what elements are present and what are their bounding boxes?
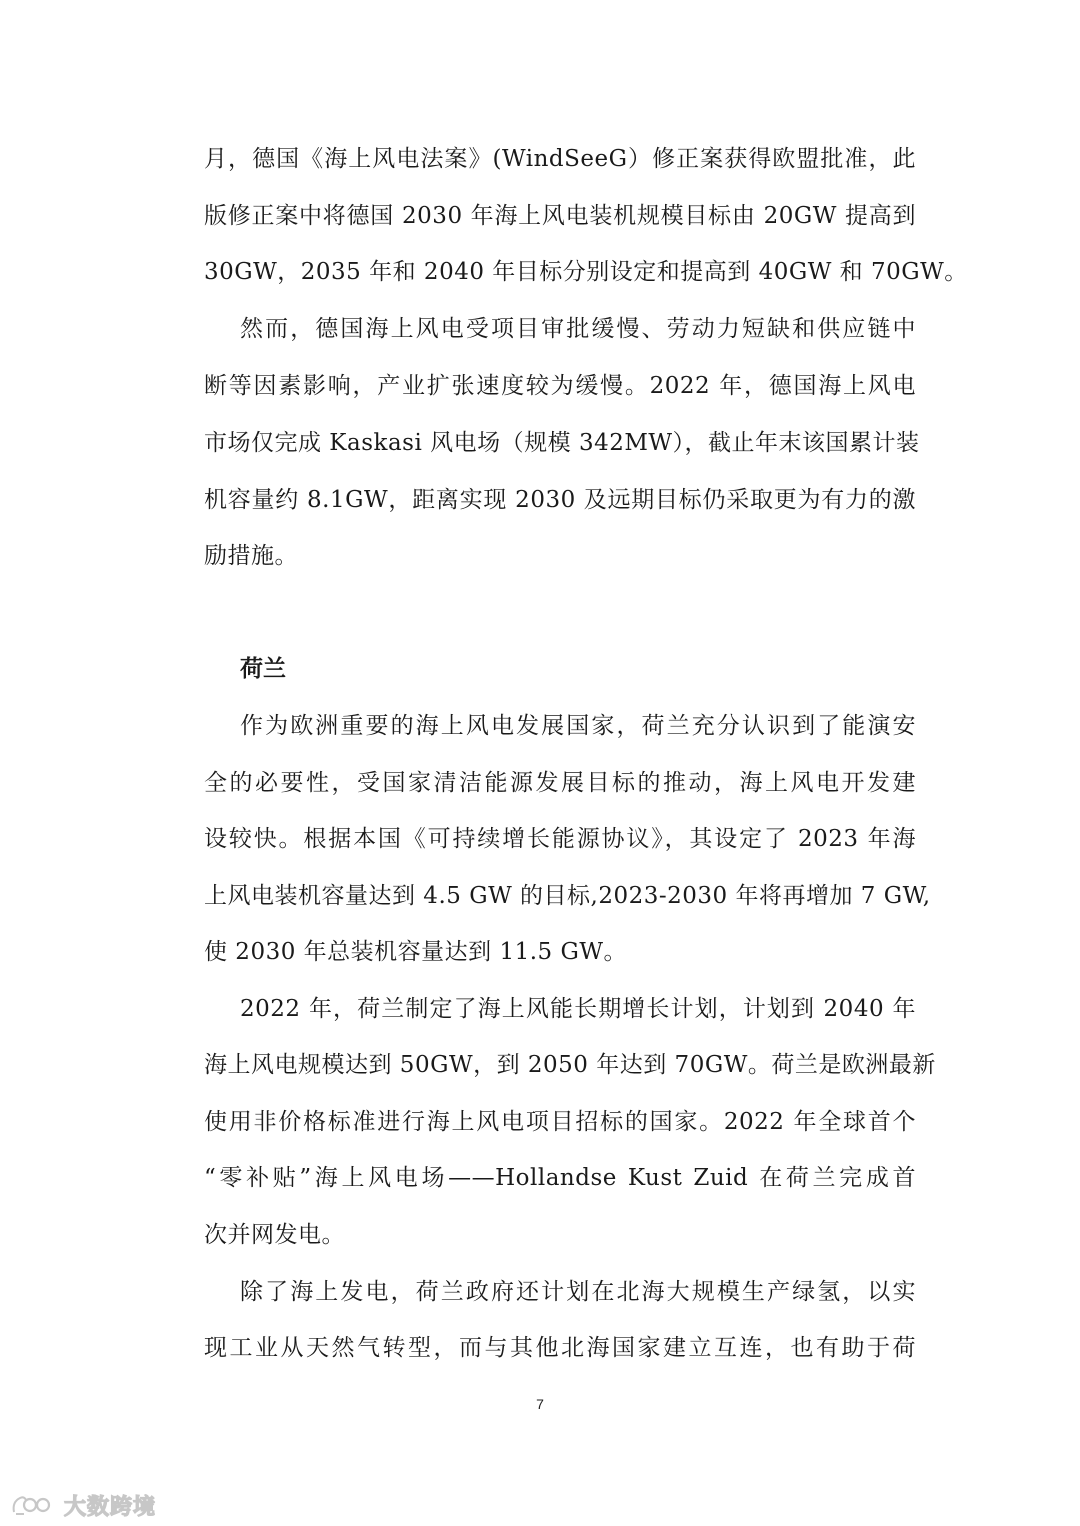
text-line: 然而，德国海上风电受项目审批缓慢、劳动力短缺和供应链中 [240,316,916,342]
section-heading-netherlands: 荷兰 [240,656,286,682]
text-line: 2022 年，荷兰制定了海上风能长期增长计划，计划到 2040 年 [240,996,916,1022]
text-line: 市场仅完成 Kaskasi 风电场（规模 342MW），截止年末该国累计装 [204,430,920,456]
text-line: 机容量约 8.1GW，距离实现 2030 及远期目标仍采取更为有力的激 [204,487,916,513]
text-line: 上风电装机容量达到 4.5 GW 的目标,2023-2030 年将再增加 7 GW, [204,883,931,909]
text-line: 设较快。根据本国《可持续增长能源协议》，其设定了 2023 年海 [204,826,916,852]
text-line: 现工业从天然气转型，而与其他北海国家建立互连，也有助于荷 [204,1335,916,1361]
watermark-text: 大数跨境 [64,1494,157,1520]
text-line: 海上风电规模达到 50GW，到 2050 年达到 70GW。荷兰是欧洲最新 [204,1052,936,1078]
text-line: 使 2030 年总装机容量达到 11.5 GW。 [204,939,628,965]
text-line: 次并网发电。 [204,1222,345,1248]
page-number: 7 [536,1396,544,1412]
watermark [10,1490,156,1520]
brand-logo-icon [10,1492,58,1518]
text-line: 断等因素影响，产业扩张速度较为缓慢。2022 年，德国海上风电 [204,373,916,399]
text-line: 版修正案中将德国 2030 年海上风电装机规模目标由 20GW 提高到 [204,203,916,229]
text-line: 励措施。 [204,543,298,569]
text-line: “零补贴”海上风电场——Hollandse Kust Zuid 在荷兰完成首 [204,1165,916,1191]
text-line: 月，德国《海上风电法案》(WindSeeG）修正案获得欧盟批准，此 [204,146,916,172]
text-line: 使用非价格标准进行海上风电项目招标的国家。2022 年全球首个 [204,1109,916,1135]
text-line: 作为欧洲重要的海上风电发展国家，荷兰充分认识到了能演安 [240,713,916,739]
text-line: 全的必要性，受国家清洁能源发展目标的推动，海上风电开发建 [204,770,916,796]
text-line: 除了海上发电，荷兰政府还计划在北海大规模生产绿氢，以实 [240,1279,916,1305]
text-line: 30GW，2035 年和 2040 年目标分别设定和提高到 40GW 和 70GW。 [204,259,968,285]
